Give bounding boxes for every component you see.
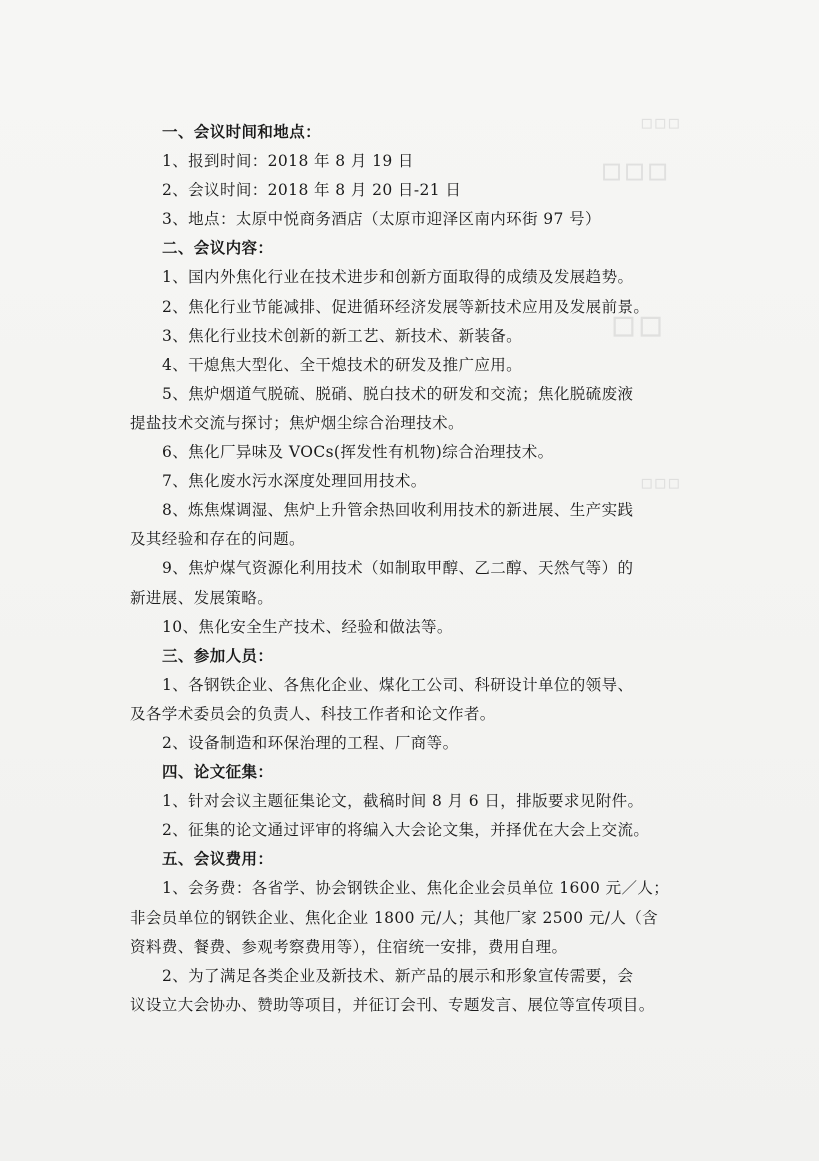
paragraph-line: 3、地点：太原中悦商务酒店（太原市迎泽区南内环街 97 号） bbox=[162, 210, 601, 229]
paragraph-line: 7、焦化废水污水深度处理回用技术。 bbox=[162, 472, 427, 491]
show-through-mark: ▫▫▫ bbox=[600, 150, 670, 190]
paragraph-line: 提盐技术交流与探讨；焦炉烟尘综合治理技术。 bbox=[130, 413, 464, 432]
paragraph-line: 1、针对会议主题征集论文，截稿时间 8 月 6 日，排版要求见附件。 bbox=[162, 792, 644, 811]
paragraph-line: 1、会务费：各省学、协会钢铁企业、焦化企业会员单位 1600 元／人； bbox=[162, 879, 670, 898]
paragraph-line: 1、各钢铁企业、各焦化企业、煤化工公司、科研设计单位的领导、 bbox=[162, 675, 634, 694]
paragraph-line: 议设立大会协办、赞助等项目，并征订会刊、专题发言、展位等宣传项目。 bbox=[130, 995, 655, 1014]
paragraph-line: 3、焦化行业技术创新的新工艺、新技术、新装备。 bbox=[162, 326, 523, 345]
show-through-mark: ▫▫ bbox=[610, 300, 665, 347]
show-through-mark: ▫▫▫ bbox=[640, 110, 681, 134]
paragraph-line: 2、设备制造和环保治理的工程、厂商等。 bbox=[162, 733, 459, 752]
paragraph-line: 1、报到时间：2018 年 8 月 19 日 bbox=[162, 152, 414, 171]
paragraph-line: 及各学术委员会的负责人、科技工作者和论文作者。 bbox=[130, 704, 496, 723]
paragraph-line: 9、焦炉煤气资源化利用技术（如制取甲醇、乙二醇、天然气等）的 bbox=[162, 559, 634, 578]
paragraph-line: 2、为了满足各类企业及新技术、新产品的展示和形象宣传需要，会 bbox=[162, 966, 634, 985]
paragraph-line: 新进展、发展策略。 bbox=[130, 588, 274, 607]
paragraph-line: 2、焦化行业节能减排、促进循环经济发展等新技术应用及发展前景。 bbox=[162, 297, 650, 316]
paragraph-line: 1、国内外焦化行业在技术进步和创新方面取得的成绩及发展趋势。 bbox=[162, 268, 634, 287]
paragraph-line: 2、会议时间：2018 年 8 月 20 日-21 日 bbox=[162, 181, 462, 200]
section-heading: 五、会议费用： bbox=[162, 850, 274, 869]
document-body bbox=[130, 118, 730, 1020]
paragraph-line: 及其经验和存在的问题。 bbox=[130, 530, 305, 549]
paragraph-line: 2、征集的论文通过评审的将编入大会论文集，并择优在大会上交流。 bbox=[162, 821, 650, 840]
paragraph-line: 非会员单位的钢铁企业、焦化企业 1800 元/人；其他厂家 2500 元/人（含 bbox=[130, 908, 659, 927]
section-heading: 三、参加人员： bbox=[162, 646, 274, 665]
section-heading: 四、论文征集： bbox=[162, 763, 274, 782]
paragraph-line: 10、焦化安全生产技术、经验和做法等。 bbox=[162, 617, 453, 636]
section-heading: 一、会议时间和地点： bbox=[162, 123, 322, 141]
show-through-mark: ▫▫▫ bbox=[640, 470, 681, 494]
paragraph-line: 4、干熄焦大型化、全干熄技术的研发及推广应用。 bbox=[162, 355, 523, 374]
paragraph-line: 资料费、餐费、参观考察费用等），住宿统一安排，费用自理。 bbox=[130, 937, 568, 956]
paragraph-line: 8、炼焦煤调湿、焦炉上升管余热回收利用技术的新进展、生产实践 bbox=[162, 501, 634, 520]
paragraph-line: 6、焦化厂异味及 VOCs(挥发性有机物)综合治理技术。 bbox=[162, 443, 554, 462]
section-heading: 二、会议内容： bbox=[162, 239, 274, 258]
paragraph-line: 5、焦炉烟道气脱硫、脱硝、脱白技术的研发和交流；焦化脱硫废液 bbox=[162, 384, 634, 403]
